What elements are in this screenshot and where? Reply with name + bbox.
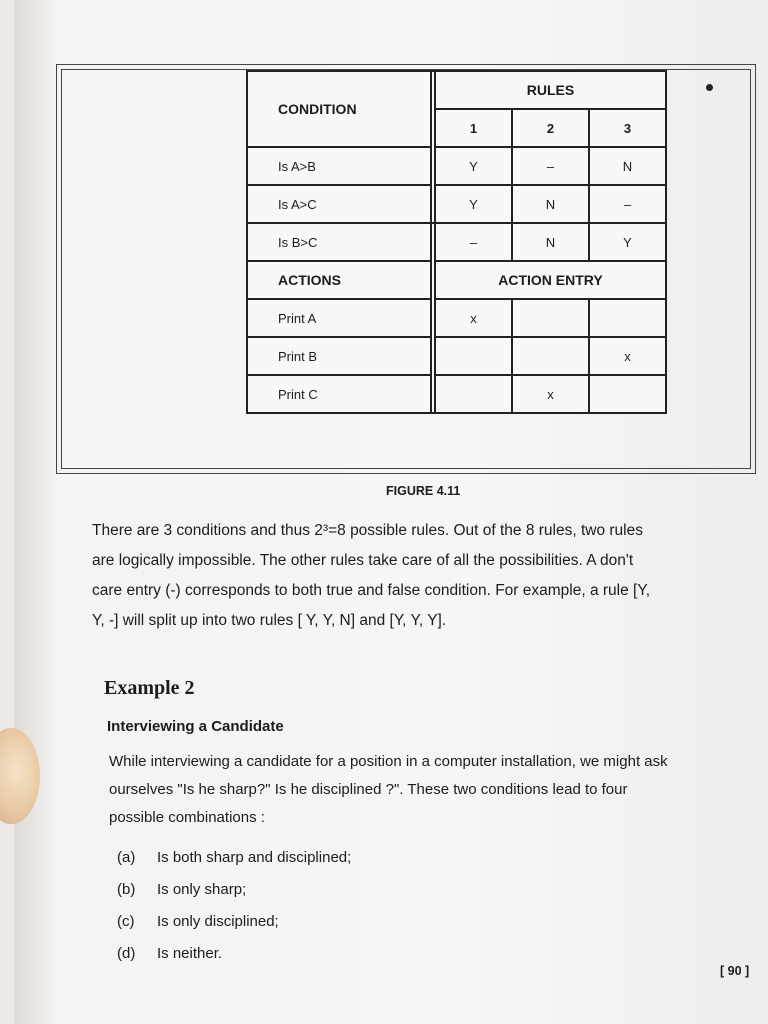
condition-label: Is B>C (247, 223, 431, 261)
action-label: Print A (247, 299, 431, 337)
condition-label: Is A>B (247, 147, 431, 185)
combination-list (117, 842, 351, 970)
paragraph-line: There are 3 conditions and thus 2³=8 possible rules. Out of the 8 rules, two rules (92, 522, 643, 539)
condition-entry: – (512, 147, 589, 185)
action-entry-header: ACTION ENTRY (435, 261, 666, 299)
rules-header: RULES (435, 71, 666, 109)
paragraph-line: care entry (-) corresponds to both true and false condition. For example, a rule [Y, (92, 582, 650, 599)
action-label: Print B (247, 337, 431, 375)
action-entry (435, 337, 512, 375)
example-line: ourselves "Is he sharp?" Is he disciplined ?". These two conditions lead to four (109, 781, 628, 798)
example-title: Example 2 (104, 677, 195, 699)
condition-entry: – (589, 185, 666, 223)
rule-number: 2 (512, 109, 589, 147)
page-number: [ 90 ] (720, 964, 750, 978)
action-entry: x (512, 375, 589, 413)
ink-dot (706, 84, 713, 91)
condition-entry: N (512, 185, 589, 223)
action-entry (435, 375, 512, 413)
figure-caption: FIGURE 4.11 (386, 484, 461, 498)
list-item (117, 874, 351, 906)
list-marker: (d) (117, 945, 136, 962)
action-entry (512, 337, 589, 375)
action-entry (589, 375, 666, 413)
condition-label: Is A>C (247, 185, 431, 223)
list-item (117, 938, 351, 970)
actions-header: ACTIONS (247, 261, 431, 299)
example-line: possible combinations : (109, 809, 265, 826)
list-item (117, 906, 351, 938)
list-marker: (b) (117, 881, 136, 898)
condition-entry: – (435, 223, 512, 261)
body-paragraph (92, 516, 762, 636)
action-entry (589, 299, 666, 337)
condition-header: CONDITION (247, 71, 431, 147)
decision-table (246, 70, 667, 414)
action-entry: x (589, 337, 666, 375)
rule-number: 3 (589, 109, 666, 147)
list-marker: (a) (117, 849, 136, 866)
action-label: Print C (247, 375, 431, 413)
example-subtitle: Interviewing a Candidate (107, 718, 284, 735)
list-text: Is both sharp and disciplined; (157, 849, 352, 866)
condition-entry: N (589, 147, 666, 185)
condition-entry: N (512, 223, 589, 261)
condition-entry: Y (435, 185, 512, 223)
action-entry: x (435, 299, 512, 337)
list-text: Is only disciplined; (157, 913, 279, 930)
list-marker: (c) (117, 913, 135, 930)
rule-number: 1 (435, 109, 512, 147)
paragraph-line: Y, -] will split up into two rules [ Y, Y, N] and [Y, Y, Y]. (92, 612, 447, 629)
paragraph-line: are logically impossible. The other rules take care of all the possibilities. A don't (92, 552, 634, 569)
example-body (109, 748, 759, 832)
action-entry (512, 299, 589, 337)
list-text: Is neither. (157, 945, 223, 962)
condition-entry: Y (435, 147, 512, 185)
condition-entry: Y (589, 223, 666, 261)
example-line: While interviewing a candidate for a position in a computer installation, we might ask (109, 753, 668, 770)
list-item (117, 842, 351, 874)
list-text: Is only sharp; (157, 881, 247, 898)
